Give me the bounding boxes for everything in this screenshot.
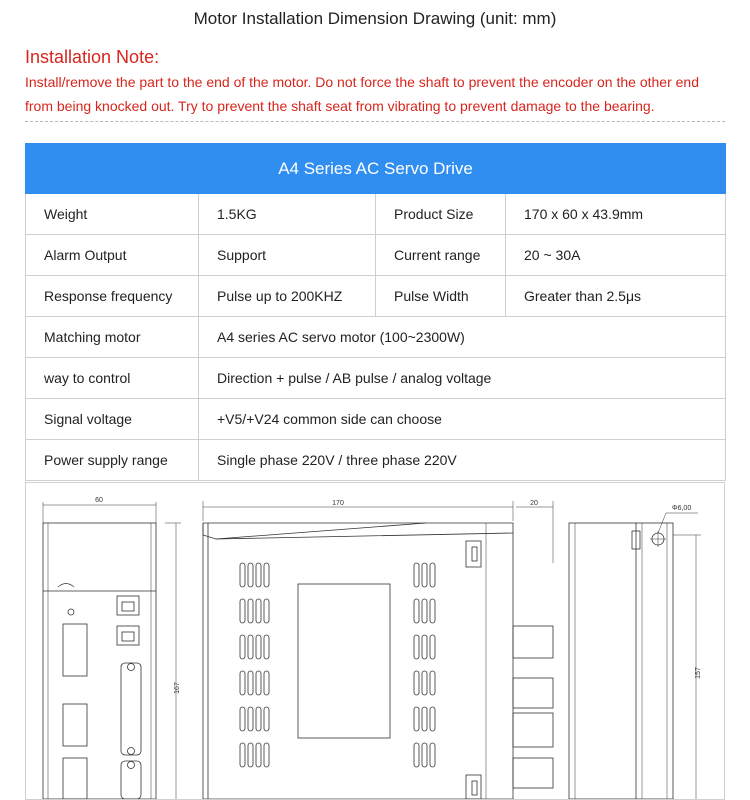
table-row xyxy=(26,276,726,317)
page-title: Motor Installation Dimension Drawing (unit: mm) xyxy=(193,9,557,28)
dashed-divider xyxy=(25,121,725,122)
spec-value: Pulse up to 200KHZ xyxy=(199,276,376,317)
spec-value: Direction + pulse / AB pulse / analog voltage xyxy=(199,358,726,399)
spec-label: Alarm Output xyxy=(26,235,199,276)
dimension-label: 167 xyxy=(174,682,181,694)
spec-label: way to control xyxy=(26,358,199,399)
table-row xyxy=(26,194,726,235)
table-header-row xyxy=(26,144,726,194)
spec-value: Single phase 220V / three phase 220V xyxy=(199,440,726,481)
spec-label: Response frequency xyxy=(26,276,199,317)
spec-label: Matching motor xyxy=(26,317,199,358)
dimension-label: 157 xyxy=(695,667,702,679)
side-view xyxy=(203,501,553,799)
dimension-label: 20 xyxy=(530,500,538,507)
spec-label: Product Size xyxy=(376,194,506,235)
spec-value: Greater than 2.5μs xyxy=(506,276,726,317)
installation-note-heading: Installation Note: xyxy=(25,47,160,67)
vent-slots-right xyxy=(414,563,435,767)
spec-value: Support xyxy=(199,235,376,276)
dimension-label: 60 xyxy=(95,497,103,504)
spec-value: 20 ~ 30A xyxy=(506,235,726,276)
spec-label: Pulse Width xyxy=(376,276,506,317)
table-row xyxy=(26,358,726,399)
table-header: A4 Series AC Servo Drive xyxy=(26,144,726,194)
spec-value: A4 series AC servo motor (100~2300W) xyxy=(199,317,726,358)
spec-value: +V5/+V24 common side can choose xyxy=(199,399,726,440)
spec-table xyxy=(25,143,726,481)
table-row xyxy=(26,399,726,440)
dimension-drawing-svg xyxy=(26,483,724,799)
back-view xyxy=(569,513,701,799)
dimension-drawing xyxy=(25,482,725,800)
spec-label: Current range xyxy=(376,235,506,276)
front-view xyxy=(43,502,181,799)
spec-label: Weight xyxy=(26,194,199,235)
vent-slots-left xyxy=(240,563,269,767)
installation-note-body: Install/remove the part to the end of the motor. Do not force the shaft to prevent the encoder on the other end from being knocked out. Try to prevent the shaft seat from vibrating to prevent damage to the bearing. xyxy=(25,74,699,114)
spec-label: Power supply range xyxy=(26,440,199,481)
spec-value: 1.5KG xyxy=(199,194,376,235)
table-row xyxy=(26,317,726,358)
table-row xyxy=(26,235,726,276)
dimension-label: 170 xyxy=(332,500,344,507)
table-row xyxy=(26,440,726,481)
dimension-label: Φ6,00 xyxy=(672,505,692,512)
spec-label: Signal voltage xyxy=(26,399,199,440)
spec-value: 170 x 60 x 43.9mm xyxy=(506,194,726,235)
